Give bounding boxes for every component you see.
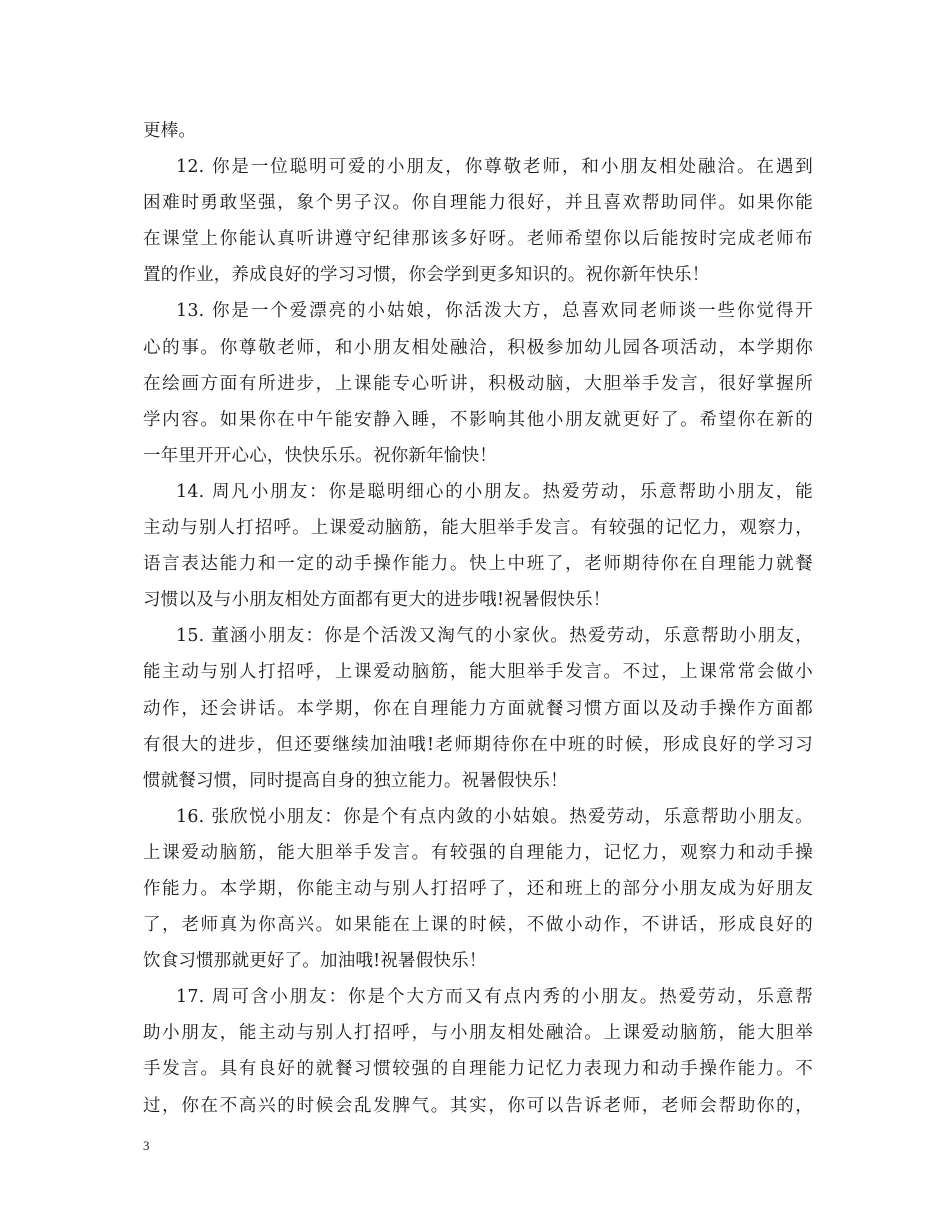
text-line: 主动与别人打招呼。上课爱动脑筋，能大胆举手发言。有较强的记忆力，观察力，	[143, 518, 813, 539]
text-line: 14. 周凡小朋友：你是聪明细心的小朋友。热爱劳动，乐意帮助小朋友，能	[176, 481, 813, 502]
text-line: 学内容。如果你在中午能安静入睡，不影响其他小朋友就更好了。希望你在新的	[143, 409, 813, 430]
text-line: 助小朋友，能主动与别人打招呼，与小朋友相处融洽。上课爱动脑筋，能大胆举	[143, 1023, 813, 1044]
text-line: 能主动与别人打招呼，上课爱动脑筋，能大胆举手发言。不过，上课常常会做小	[143, 662, 813, 683]
text-line: 语言表达能力和一定的动手操作能力。快上中班了，老师期待你在自理能力就餐	[143, 554, 813, 575]
text-line: 有很大的进步，但还要继续加油哦!老师期待你在中班的时候，形成良好的学习习	[143, 734, 813, 755]
text-line: 惯就餐习惯，同时提高自身的独立能力。祝暑假快乐！	[143, 770, 568, 791]
text-line: 一年里开开心心，快快乐乐。祝你新年愉快！	[143, 445, 497, 466]
text-line: 在绘画方面有所进步，上课能专心听讲，积极动脑，大胆举手发言，很好掌握所	[143, 373, 813, 394]
page-number: 3	[143, 1138, 150, 1153]
text-line: 上课爱动脑筋，能大胆举手发言。有较强的自理能力，记忆力，观察力和动手操	[143, 842, 813, 863]
text-line: 习惯以及与小朋友相处方面都有更大的进步哦!祝暑假快乐！	[143, 590, 611, 611]
text-line: 困难时勇敢坚强，象个男子汉。你自理能力很好，并且喜欢帮助同伴。如果你能	[143, 193, 813, 214]
text-line: 更棒。	[143, 121, 197, 141]
text-line: 17. 周可含小朋友：你是个大方而又有点内秀的小朋友。热爱劳动，乐意帮	[176, 987, 813, 1008]
text-line: 了，老师真为你高兴。如果能在上课的时候，不做小动作，不讲话，形成良好的	[143, 915, 813, 936]
text-line: 15. 董涵小朋友：你是个活泼又淘气的小家伙。热爱劳动，乐意帮助小朋友，	[176, 626, 813, 647]
text-line: 置的作业，养成良好的学习习惯，你会学到更多知识的。祝你新年快乐！	[143, 265, 710, 286]
text-line: 在课堂上你能认真听讲遵守纪律那该多好呀。老师希望你以后能按时完成老师布	[143, 229, 813, 250]
text-line: 动作，还会讲话。本学期，你在自理能力方面就餐习惯方面以及动手操作方面都	[143, 698, 813, 719]
text-line: 16. 张欣悦小朋友：你是个有点内敛的小姑娘。热爱劳动，乐意帮助小朋友。	[176, 806, 813, 827]
text-line: 心的事。你尊敬老师，和小朋友相处融洽，积极参加幼儿园各项活动，本学期你	[143, 337, 813, 358]
text-line: 手发言。具有良好的就餐习惯较强的自理能力记忆力表现力和动手操作能力。不	[143, 1059, 813, 1080]
document-body	[143, 113, 813, 1124]
text-line: 作能力。本学期，你能主动与别人打招呼了，还和班上的部分小朋友成为好朋友	[143, 878, 813, 899]
text-line: 过，你在不高兴的时候会乱发脾气。其实，你可以告诉老师，老师会帮助你的，	[143, 1095, 813, 1116]
text-line: 饮食习惯那就更好了。加油哦!祝暑假快乐！	[143, 951, 487, 972]
text-line: 12. 你是一位聪明可爱的小朋友，你尊敬老师，和小朋友相处融洽。在遇到	[176, 157, 813, 178]
text-line: 13. 你是一个爱漂亮的小姑娘，你活泼大方，总喜欢同老师谈一些你觉得开	[176, 301, 813, 322]
